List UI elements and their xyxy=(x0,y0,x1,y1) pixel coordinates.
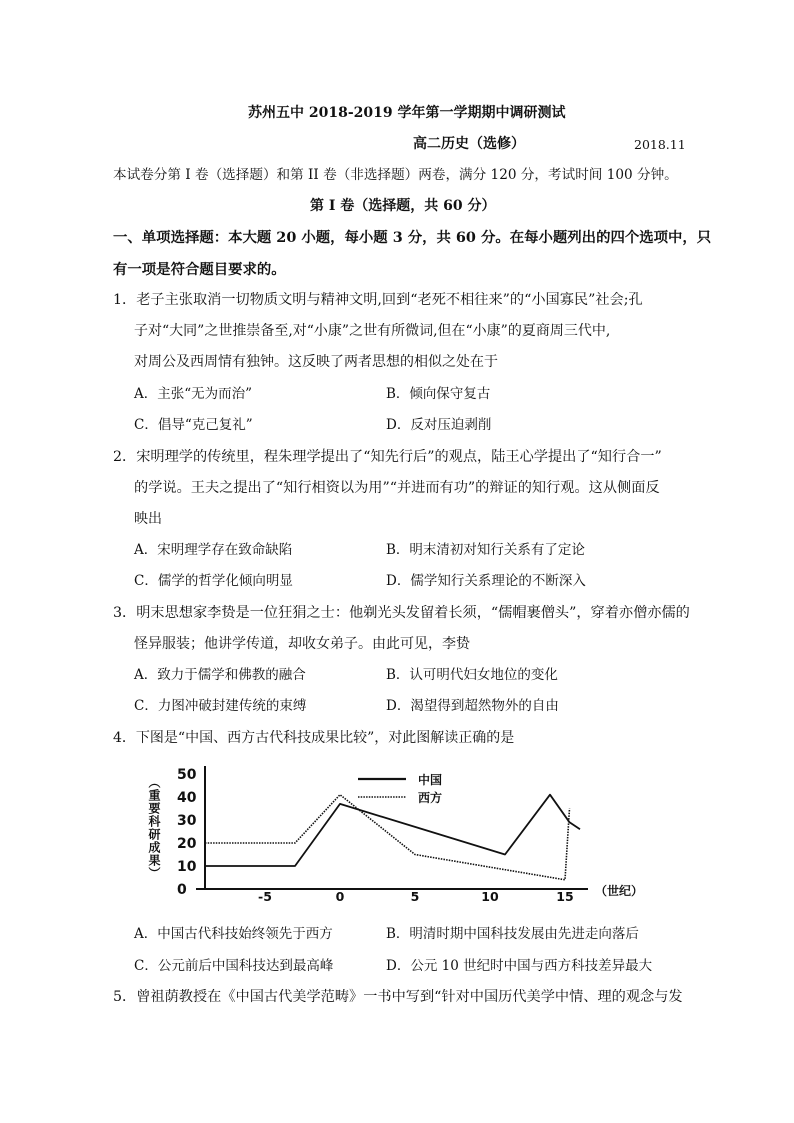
question-3-option-c: C．力图冲破封建传统的束缚 xyxy=(134,698,307,714)
legend-label-china: 中国 xyxy=(418,773,443,787)
x-axis-label: （世纪） xyxy=(595,884,644,898)
question-2-option-a: A．宋明理学存在致命缺陷 xyxy=(134,542,293,558)
question-1-line-3: 对周公及西周情有独钟。这反映了两者思想的相似之处在于 xyxy=(134,354,498,370)
exam-title: 苏州五中 2018-2019 学年第一学期期中调研测试 xyxy=(248,105,566,121)
intro-text: 本试卷分第 I 卷（选择题）和第 II 卷（非选择题）两卷，满分 120 分，考试时间 100 分钟。 xyxy=(113,167,678,183)
question-2-option-c: C．儒学的哲学化倾向明显 xyxy=(134,573,293,589)
exam-subtitle: 高二历史（选修） xyxy=(413,136,525,152)
question-3-option-a: A．致力于儒学和佛教的融合 xyxy=(134,667,306,683)
y-tick-label: 40 xyxy=(177,790,197,806)
question-3-option-b: B．认可明代妇女地位的变化 xyxy=(386,667,558,683)
y-axis-label: （重要科研成果） xyxy=(147,776,161,880)
question-4-option-b: B．明清时期中国科技发展由先进走向落后 xyxy=(386,926,639,942)
legend-label-west: 西方 xyxy=(418,791,443,805)
x-tick-label: 5 xyxy=(410,889,420,902)
science-comparison-chart xyxy=(140,760,680,902)
y-tick-label: 50 xyxy=(177,767,197,783)
question-4-option-a: A．中国古代科技始终领先于西方 xyxy=(134,926,333,942)
y-tick-label: 0 xyxy=(177,882,187,898)
y-tick-label: 20 xyxy=(177,836,197,852)
x-tick-label: 0 xyxy=(335,889,345,902)
question-3-line-1: 3．明末思想家李贽是一位狂狷之士：他剃光头发留着长须，“儒帽裹僧头”，穿着亦僧亦儒的 xyxy=(113,605,690,621)
question-1-option-b: B．倾向保守复古 xyxy=(386,386,491,402)
question-3-line-2: 怪异服装；他讲学传道，却收女弟子。由此可见，李贽 xyxy=(134,636,470,652)
x-tick-label: -5 xyxy=(258,889,272,902)
x-tick-label: 15 xyxy=(556,889,574,902)
question-4-option-d: D．公元 10 世纪时中国与西方科技差异最大 xyxy=(386,958,653,974)
series-line-west xyxy=(205,795,570,880)
question-4-line-1: 4．下图是“中国、西方古代科技成果比较”，对此图解读正确的是 xyxy=(113,730,515,746)
y-tick-label: 10 xyxy=(177,859,197,875)
question-1-line-1: 1．老子主张取消一切物质文明与精神文明,回到“老死不相往来”的“小国寡民”社会;孔 xyxy=(113,292,643,308)
question-1-option-a: A．主张“无为而治” xyxy=(134,386,253,402)
exam-date: 2018.11 xyxy=(634,137,686,152)
question-2-option-d: D．儒学知行关系理论的不断深入 xyxy=(386,573,586,589)
question-2-line-3: 映出 xyxy=(134,511,162,527)
question-5-line-1: 5．曾祖荫教授在《中国古代美学范畴》一书中写到“针对中国历代美学中情、理的观念与发 xyxy=(113,989,683,1005)
question-1-line-2: 子对“大同”之世推崇备至,对“小康”之世有所微词,但在“小康”的夏商周三代中, xyxy=(134,323,611,339)
question-1-option-d: D．反对压迫剥削 xyxy=(386,417,492,433)
question-3-option-d: D．渴望得到超然物外的自由 xyxy=(386,698,559,714)
instructions-line-1: 一、单项选择题：本大题 20 小题，每小题 3 分，共 60 分。在每小题列出的四个选项中，只 xyxy=(113,229,712,246)
question-1-option-c: C．倡导“克己复礼” xyxy=(134,417,253,433)
section-title: 第 I 卷（选择题，共 60 分） xyxy=(310,198,496,214)
y-tick-label: 30 xyxy=(177,813,197,829)
question-2-option-b: B．明末清初对知行关系有了定论 xyxy=(386,542,585,558)
instructions-line-2: 有一项是符合题目要求的。 xyxy=(113,261,286,278)
question-2-line-2: 的学说。王夫之提出了“知行相资以为用”“并进而有功”的辩证的知行观。这从侧面反 xyxy=(134,480,660,496)
question-2-line-1: 2．宋明理学的传统里，程朱理学提出了“知先行后”的观点，陆王心学提出了“知行合一” xyxy=(113,449,662,465)
series-line-china xyxy=(205,795,580,866)
question-4-option-c: C．公元前后中国科技达到最高峰 xyxy=(134,958,334,974)
x-tick-label: 10 xyxy=(481,889,499,902)
